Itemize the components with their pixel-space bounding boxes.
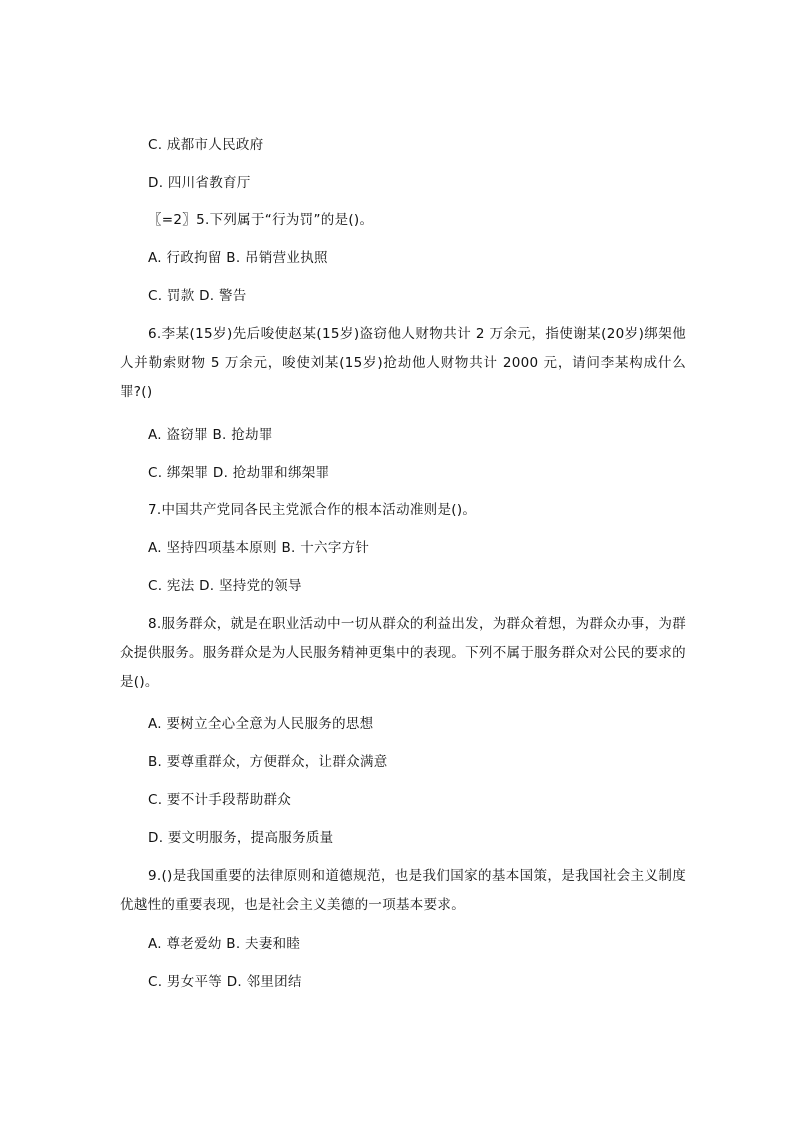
q6-stem: 6.李某(15岁)先后唆使赵某(15岁)盗窃他人财物共计 2 万余元，指使谢某(20岁)绑架他人并勒索财物 5 万余元，唆使刘某(15岁)抢劫他人财物共计 2000 元，请问李某构成什么罪?() bbox=[120, 326, 686, 400]
q7-options-cd: C. 宪法 D. 坚持党的领导 bbox=[148, 578, 302, 594]
q9-stem: 9.()是我国重要的法律原则和道德规范，也是我们国家的基本国策，是我国社会主义制度优越性的重要表现，也是社会主义美德的一项基本要求。 bbox=[120, 868, 686, 913]
q6-options-cd: C. 绑架罪 D. 抢劫罪和绑架罪 bbox=[148, 465, 330, 481]
q6-options-ab: A. 盗窃罪 B. 抢劫罪 bbox=[148, 427, 273, 443]
q7-stem: 7.中国共产党同各民主党派合作的根本活动准则是()。 bbox=[148, 502, 477, 518]
q8-option-b: B. 要尊重群众，方便群众，让群众满意 bbox=[148, 754, 388, 770]
q8-stem: 8.服务群众，就是在职业活动中一切从群众的利益出发，为群众着想，为群众办事，为群众提供服务。服务群众是为人民服务精神更集中的表现。下列不属于服务群众对公民的要求的是()。 bbox=[120, 616, 686, 690]
q7-options-ab: A. 坚持四项基本原则 B. 十六字方针 bbox=[148, 540, 370, 556]
q5-options-cd: C. 罚款 D. 警告 bbox=[148, 288, 247, 304]
q8-option-c: C. 要不计手段帮助群众 bbox=[148, 792, 292, 808]
q4-option-c: C. 成都市人民政府 bbox=[148, 137, 264, 153]
q4-option-d: D. 四川省教育厅 bbox=[148, 175, 251, 191]
q8-option-d: D. 要文明服务，提高服务质量 bbox=[148, 830, 334, 846]
q9-options-cd: C. 男女平等 D. 邻里团结 bbox=[148, 974, 302, 990]
q8-option-a: A. 要树立全心全意为人民服务的思想 bbox=[148, 716, 374, 732]
q9-options-ab: A. 尊老爱幼 B. 夫妻和睦 bbox=[148, 936, 301, 952]
q5-stem: 〖=2〗5.下列属于“行为罚”的是()。 bbox=[148, 212, 374, 228]
q5-options-ab: A. 行政拘留 B. 吊销营业执照 bbox=[148, 250, 328, 266]
